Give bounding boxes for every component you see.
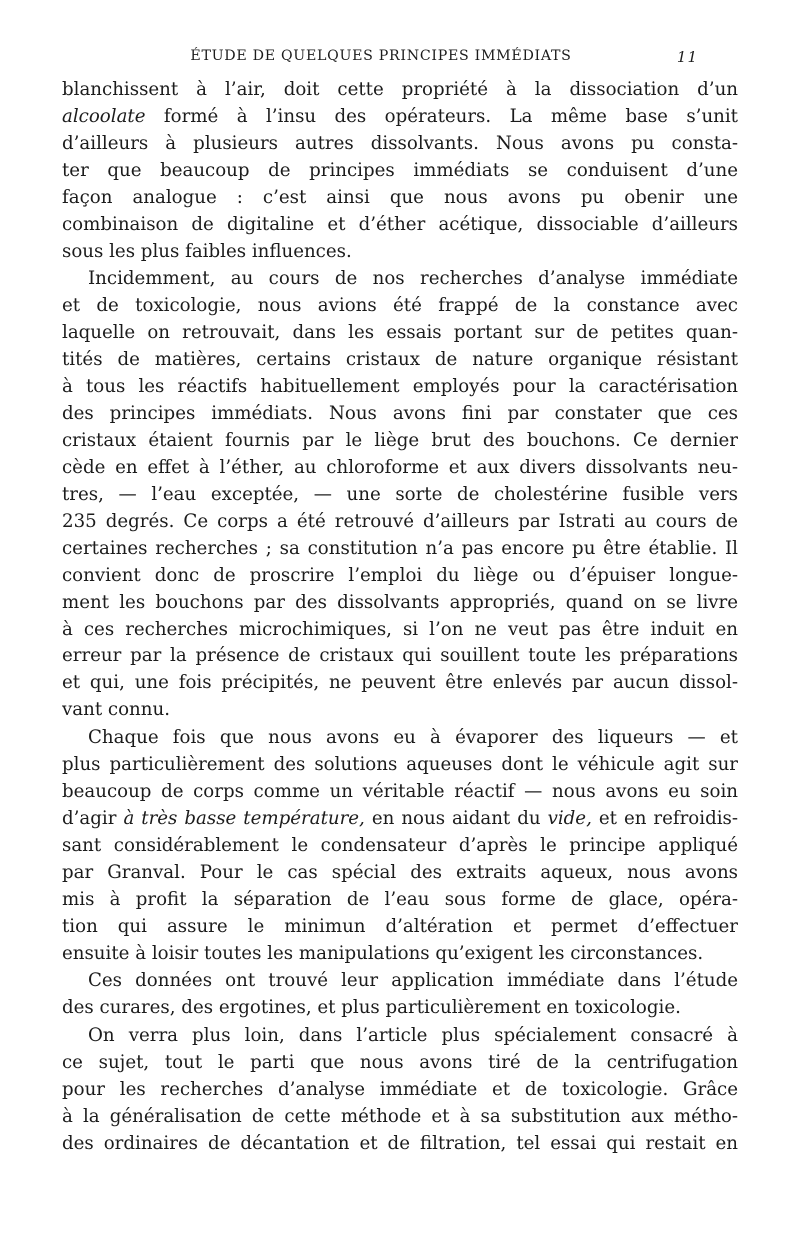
text-line: et qui, une fois précipités, ne peuvent être enlevés par aucun dissol- xyxy=(62,672,738,694)
emphasis: alcoolate xyxy=(62,105,146,127)
text-run: d’agir xyxy=(62,807,124,829)
text-line: laquelle on retrouvait, dans les essais portant sur de petites quan- xyxy=(62,322,738,344)
text-line: tion qui assure le minimun d’altération et permet d’effectuer xyxy=(62,915,738,937)
text-line: Chaque fois que nous avons eu à évaporer des liqueurs — et xyxy=(88,727,738,749)
text-line: mis à profit la séparation de l’eau sous forme de glace, opéra- xyxy=(62,888,738,910)
text-line: On verra plus loin, dans l’article plus spécialement consacré à xyxy=(88,1025,738,1046)
text-line: façon analogue : c’est ainsi que nous avons pu obenir une xyxy=(62,186,738,208)
text-line: par Granval. Pour le cas spécial des extraits aqueux, nous avons xyxy=(62,861,738,883)
text-line: combinaison de digitaline et d’éther acétique, dissociable d’ailleurs xyxy=(62,213,738,235)
paragraph xyxy=(62,968,738,1022)
text-line: à ces recherches microchimiques, si l’on ne veut pas être induit en xyxy=(62,618,738,640)
text-line: ce sujet, tout le parti que nous avons tiré de la centrifugation xyxy=(62,1051,738,1073)
paragraph xyxy=(62,725,738,967)
text-line: des curares, des ergotines, et plus particulièrement en toxicologie. xyxy=(62,997,681,1019)
page-number: 11 xyxy=(676,48,698,66)
text-line: convient donc de proscrire l’emploi du liège ou d’épuiser longue- xyxy=(62,564,738,586)
text-line: certaines recherches ; sa constitution n’a pas encore pu être établie. Il xyxy=(62,537,738,559)
text-line: ment les bouchons par des dissolvants appropriés, quand on se livre xyxy=(62,591,738,613)
text-line: des ordinaires de décantation et de filtration, tel essai qui restait en xyxy=(62,1132,738,1154)
text-line: d’ailleurs à plusieurs autres dissolvants. Nous avons pu consta- xyxy=(62,132,738,154)
text-line: sous les plus faibles influences. xyxy=(62,240,352,262)
text-line: ensuite à loisir toutes les manipulations qu’exigent les circonstances. xyxy=(62,942,704,964)
text-line: cristaux étaient fournis par le liège brut des bouchons. Ce dernier xyxy=(62,429,738,451)
text-line: plus particulièrement des solutions aqueuses dont le véhicule agit sur xyxy=(62,754,738,776)
text-line: à tous les réactifs habituellement employés pour la caractérisation xyxy=(62,376,738,398)
text-line: tités de matières, certains cristaux de nature organique résistant xyxy=(62,349,738,371)
emphasis: vide, xyxy=(547,807,592,829)
text-line: des principes immédiats. Nous avons fini par constater que ces xyxy=(62,403,738,425)
text-line: et de toxicologie, nous avions été frappé de la constance avec xyxy=(62,295,738,317)
text-line: tres, — l’eau exceptée, — une sorte de cholestérine fusible vers xyxy=(62,483,738,505)
text-line: Incidemment, au cours de nos recherches d’analyse immédiate xyxy=(88,268,738,290)
text-line: à la généralisation de cette méthode et à sa substitution aux métho- xyxy=(62,1105,738,1127)
paragraph xyxy=(62,266,738,724)
text-line: sant considérablement le condensateur d’après le principe appliqué xyxy=(62,834,738,856)
text-line: cède en effet à l’éther, au chloroforme et aux divers dissolvants neu- xyxy=(62,456,738,478)
paragraph xyxy=(62,77,738,266)
text-line xyxy=(62,104,738,131)
text-line: erreur par la présence de cristaux qui souillent toute les préparations xyxy=(62,645,738,667)
text-line: Ces données ont trouvé leur application immédiate dans l’étude xyxy=(88,970,738,992)
text-run: en nous aidant du xyxy=(364,807,548,829)
text-line: beaucoup de corps comme un véritable réactif — nous avons eu soin xyxy=(62,780,738,802)
paragraph xyxy=(62,1023,738,1158)
text-line: vant connu. xyxy=(62,699,170,721)
body-text xyxy=(62,77,738,1158)
text-line: pour les recherches d’analyse immédiate et de toxicologie. Grâce xyxy=(62,1078,738,1100)
text-line: blanchissent à l’air, doit cette propriété à la dissociation d’un xyxy=(62,79,738,100)
text-line xyxy=(62,806,738,833)
text-line: 235 degrés. Ce corps a été retrouvé d’ailleurs par Istrati au cours de xyxy=(62,510,738,532)
text-line: ter que beaucoup de principes immédiats se conduisent d’une xyxy=(62,159,738,181)
running-head: ÉTUDE DE QUELQUES PRINCIPES IMMÉDIATS xyxy=(190,48,572,64)
text-run: et en refroidis- xyxy=(591,807,738,829)
text-run: formé à l’insu des opérateurs. La même base s’unit xyxy=(145,105,738,127)
emphasis: à très basse température, xyxy=(123,807,365,829)
